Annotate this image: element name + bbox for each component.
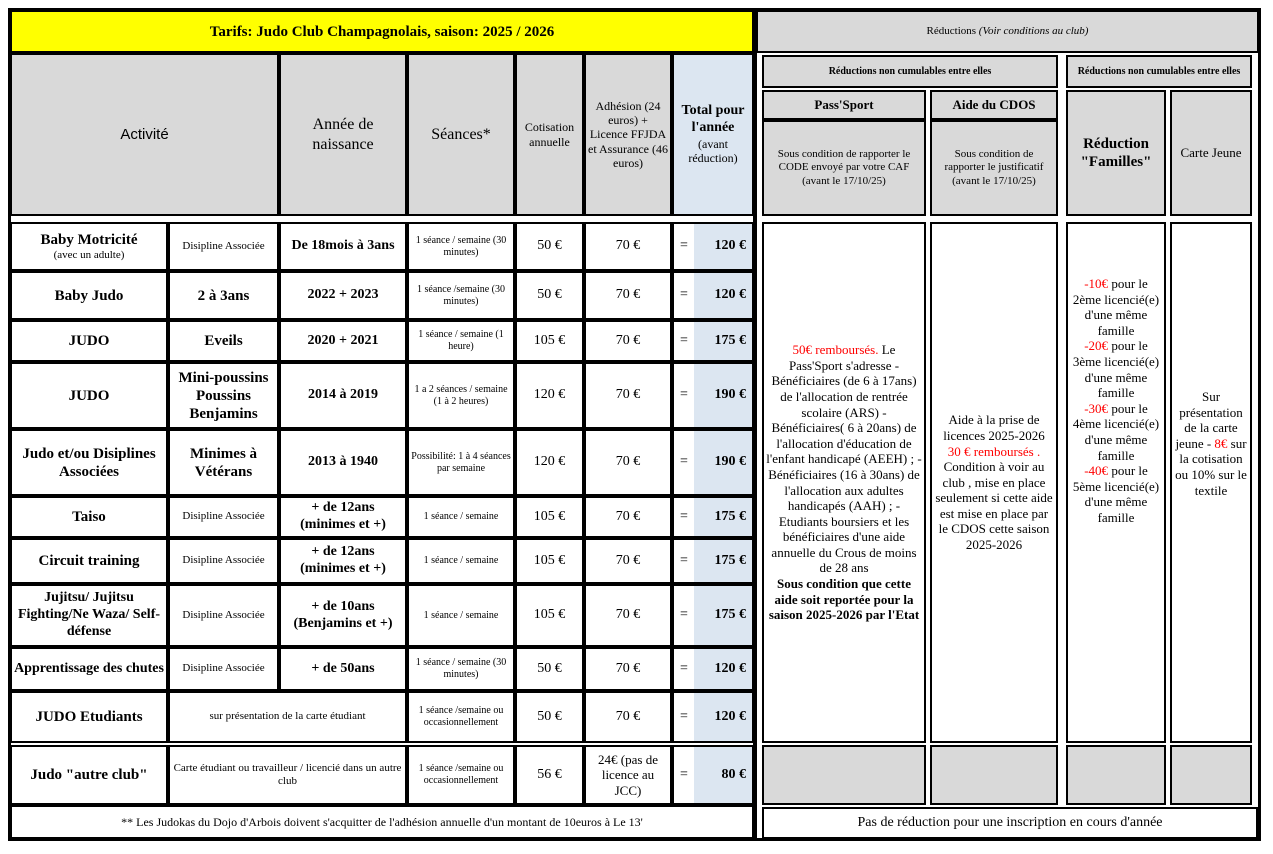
empty-cell — [1066, 745, 1166, 805]
row-activite: Taiso — [10, 496, 168, 538]
row-cotisation: 120 € — [515, 362, 584, 429]
row-seances: 1 séance /semaine (30 minutes) — [407, 271, 515, 320]
passsport-amount: 50€ remboursés. — [792, 342, 879, 358]
equals-sign: = — [674, 693, 694, 741]
row-seances: 1 a 2 séances / semaine (1 à 2 heures) — [407, 362, 515, 429]
row-cotisation: 105 € — [515, 320, 584, 362]
row-adhesion: 70 € — [584, 647, 672, 691]
row-total — [672, 222, 754, 271]
equals-sign: = — [674, 273, 694, 318]
empty-cell — [1170, 745, 1252, 805]
total-value: 120 € — [714, 660, 746, 676]
row-activite: JUDO Etudiants — [10, 691, 168, 743]
row-activite: Apprentissage des chutes — [10, 647, 168, 691]
header-carte-jeune: Carte Jeune — [1170, 90, 1252, 216]
equals-sign: = — [674, 431, 694, 494]
row-annee: 2014 à 2019 — [279, 362, 407, 429]
row-total — [672, 320, 754, 362]
reductions-title-label: Réductions — [926, 24, 977, 37]
familles-amount: -20€ — [1084, 338, 1109, 354]
familles-amount: -10€ — [1084, 276, 1109, 291]
row-seances: 1 séance / semaine (1 heure) — [407, 320, 515, 362]
row-adhesion: 70 € — [584, 538, 672, 584]
row-adhesion: 70 € — [584, 222, 672, 271]
header-seances: Séances* — [407, 53, 515, 216]
equals-sign: = — [674, 364, 694, 427]
familles-text: pour le 3ème licencié(e) d'une même famille — [1072, 338, 1160, 401]
header-passsport: Pass'Sport — [762, 90, 926, 120]
cdos-text: Aide à la prise de licences 2025-2026 — [943, 412, 1045, 443]
row-activite: Circuit training — [10, 538, 168, 584]
header-cdos: Aide du CDOS — [930, 90, 1058, 120]
row-annee: 2020 + 2021 — [279, 320, 407, 362]
row-discipline: Eveils — [168, 320, 279, 362]
row-activite: Judo et/ou Disiplines Associées — [10, 429, 168, 496]
row-annee: + de 12ans (minimes et +) — [279, 538, 407, 584]
row-cotisation: 105 € — [515, 538, 584, 584]
header-cotisation: Cotisation annuelle — [515, 53, 584, 216]
equals-sign: = — [674, 322, 694, 360]
row-seances: 1 séance /semaine ou occasionnellement — [407, 745, 515, 805]
total-value: 190 € — [714, 454, 746, 470]
row-cotisation: 50 € — [515, 691, 584, 743]
row-adhesion: 24€ (pas de licence au JCC) — [584, 745, 672, 805]
reductions-subtitle: (Voir conditions au club) — [978, 24, 1089, 37]
header-adhesion: Adhésion (24 euros) + Licence FFJDA et Assurance (46 euros) — [584, 53, 672, 216]
total-value: 120 € — [714, 708, 746, 724]
row-seances: 1 séance / semaine — [407, 496, 515, 538]
carte-jeune-text: Sur présentation de la carte jeune - — [1175, 389, 1243, 451]
row-discipline: Mini-poussins Poussins Benjamins — [168, 362, 279, 429]
passsport-text: Le Pass'Sport s'adresse -Bénéficiaires (de 6 à 17ans) de l'allocation de rentrée scolaire (ARS) - Bénéficiaires( 6 à 20ans) de l'allocation d'éducation de l'enfant handicapé (AEEH) ; - Bénéficiaires (16 à 30ans) de l'allocation aux adultes handicapés (AAH) ; - Etudiants boursiers et les bénéficiaires d'une aide annuelle du Crous de moins de 28 ans — [766, 342, 922, 576]
total-value: 175 € — [714, 332, 746, 348]
total-value: 120 € — [714, 238, 746, 254]
row-annee: + de 10ans (Benjamins et +) — [279, 584, 407, 647]
row-discipline: Disipline Associée — [168, 584, 279, 647]
familles-line — [1073, 276, 1159, 338]
footer-reduction-note: Pas de réduction pour une inscription en cours d'année — [762, 807, 1258, 839]
row-discipline: Disipline Associée — [168, 647, 279, 691]
familles-amount: -40€ — [1084, 463, 1109, 479]
equals-sign: = — [674, 649, 694, 689]
total-value: 190 € — [714, 387, 746, 403]
row-total — [672, 429, 754, 496]
cdos-body — [930, 222, 1058, 743]
row-total — [672, 496, 754, 538]
equals-sign: = — [674, 498, 694, 536]
cdos-condition-text: Condition à voir au club , mise en place seulement si cette aide est mise en place par le CDOS cette saison 2025-2026 — [935, 459, 1053, 553]
row-cotisation: 50 € — [515, 647, 584, 691]
row-adhesion: 70 € — [584, 691, 672, 743]
row-discipline: 2 à 3ans — [168, 271, 279, 320]
familles-line — [1073, 338, 1159, 400]
row-total — [672, 647, 754, 691]
row-seances: 1 séance / semaine (30 minutes) — [407, 647, 515, 691]
row-activite: Judo "autre club" — [10, 745, 168, 805]
passsport-body — [762, 222, 926, 743]
row-seances: Possibilité: 1 à 4 séances par semaine — [407, 429, 515, 496]
page-title: Tarifs: Judo Club Champagnolais, saison: 2025 / 2026 — [10, 10, 754, 53]
row-total — [672, 362, 754, 429]
row-adhesion: 70 € — [584, 496, 672, 538]
equals-sign: = — [674, 586, 694, 645]
row-seances: 1 séance / semaine — [407, 538, 515, 584]
row-activite: Baby Judo — [10, 271, 168, 320]
passsport-condition-bold: Sous condition que cette aide soit reportée pour la saison 2025-2026 par l'Etat — [768, 576, 920, 623]
row-total — [672, 691, 754, 743]
row-seances: 1 séance / semaine — [407, 584, 515, 647]
row-adhesion: 70 € — [584, 362, 672, 429]
familles-text: pour le 5ème licencié(e) d'une même famille — [1072, 463, 1160, 525]
row-annee: 2022 + 2023 — [279, 271, 407, 320]
empty-cell — [930, 745, 1058, 805]
total-value: 80 € — [721, 766, 746, 782]
passsport-condition: Sous condition de rapporter le CODE envoyé par votre CAF (avant le 17/10/25) — [762, 120, 926, 216]
header-total-label: Total pour l'année — [681, 103, 745, 136]
header-annee: Année de naissance — [279, 53, 407, 216]
row-cotisation: 50 € — [515, 271, 584, 320]
familles-text: pour le 4ème licencié(e) d'une même famille — [1072, 400, 1160, 463]
equals-sign: = — [674, 540, 694, 582]
row-annee: + de 50ans — [279, 647, 407, 691]
total-value: 175 € — [714, 508, 746, 524]
row-adhesion: 70 € — [584, 584, 672, 647]
header-activite: Activité — [10, 53, 279, 216]
row-total — [672, 538, 754, 584]
activite-label: Baby Motricité — [40, 231, 138, 248]
carte-jeune-amount: 8€ — [1214, 435, 1228, 451]
row-seances: 1 séance /semaine ou occasionnellement — [407, 691, 515, 743]
carte-jeune-text-2: sur la cotisation ou 10% sur le textile — [1175, 435, 1247, 498]
row-adhesion: 70 € — [584, 320, 672, 362]
row-seances: 1 séance / semaine (30 minutes) — [407, 222, 515, 271]
row-adhesion: 70 € — [584, 429, 672, 496]
total-value: 175 € — [714, 552, 746, 568]
header-non-cumul-1: Réductions non cumulables entre elles — [762, 55, 1058, 88]
total-value: 175 € — [714, 607, 746, 623]
reductions-title — [756, 10, 1259, 53]
row-annee: + de 12ans (minimes et +) — [279, 496, 407, 538]
equals-sign: = — [674, 224, 694, 269]
cdos-amount: 30 € remboursés . — [947, 443, 1041, 459]
row-cotisation: 105 € — [515, 584, 584, 647]
row-discipline: Disipline Associée — [168, 538, 279, 584]
footer-note: ** Les Judokas du Dojo d'Arbois doivent s'acquitter de l'adhésion annuelle d'un montant de 10euros à Le 13' — [10, 805, 754, 839]
activite-sub: (avec un adulte) — [53, 248, 125, 261]
carte-jeune-body — [1170, 222, 1252, 743]
row-cotisation: 50 € — [515, 222, 584, 271]
row-activite: JUDO — [10, 362, 168, 429]
row-total — [672, 745, 754, 805]
row-discipline: Disipline Associée — [168, 496, 279, 538]
familles-body — [1066, 222, 1166, 743]
familles-text: pour le 2ème licencié(e) d'une même famille — [1072, 276, 1160, 338]
row-cotisation: 56 € — [515, 745, 584, 805]
row-discipline: Carte étudiant ou travailleur / licencié dans un autre club — [168, 745, 407, 805]
row-annee: 2013 à 1940 — [279, 429, 407, 496]
row-annee: De 18mois à 3ans — [279, 222, 407, 271]
row-activite: Jujitsu/ Jujitsu Fighting/Ne Waza/ Self-défense — [10, 584, 168, 647]
row-total — [672, 584, 754, 647]
row-adhesion: 70 € — [584, 271, 672, 320]
row-activite: JUDO — [10, 320, 168, 362]
header-non-cumul-2: Réductions non cumulables entre elles — [1066, 55, 1252, 88]
familles-line — [1073, 463, 1159, 525]
cdos-condition: Sous condition de rapporter le justificatif (avant le 17/10/25) — [930, 120, 1058, 216]
equals-sign: = — [674, 747, 694, 803]
row-activite — [10, 222, 168, 271]
total-value: 120 € — [714, 287, 746, 303]
familles-amount: -30€ — [1084, 400, 1109, 416]
row-discipline: Minimes à Vétérans — [168, 429, 279, 496]
header-familles: Réduction "Familles" — [1066, 90, 1166, 216]
row-cotisation: 105 € — [515, 496, 584, 538]
row-cotisation: 120 € — [515, 429, 584, 496]
row-discipline: Disipline Associée — [168, 222, 279, 271]
header-total — [672, 53, 754, 216]
row-total — [672, 271, 754, 320]
row-discipline: sur présentation de la carte étudiant — [168, 691, 407, 743]
header-total-sub: (avant réduction) — [688, 136, 738, 166]
empty-cell — [762, 745, 926, 805]
familles-line — [1073, 401, 1159, 463]
